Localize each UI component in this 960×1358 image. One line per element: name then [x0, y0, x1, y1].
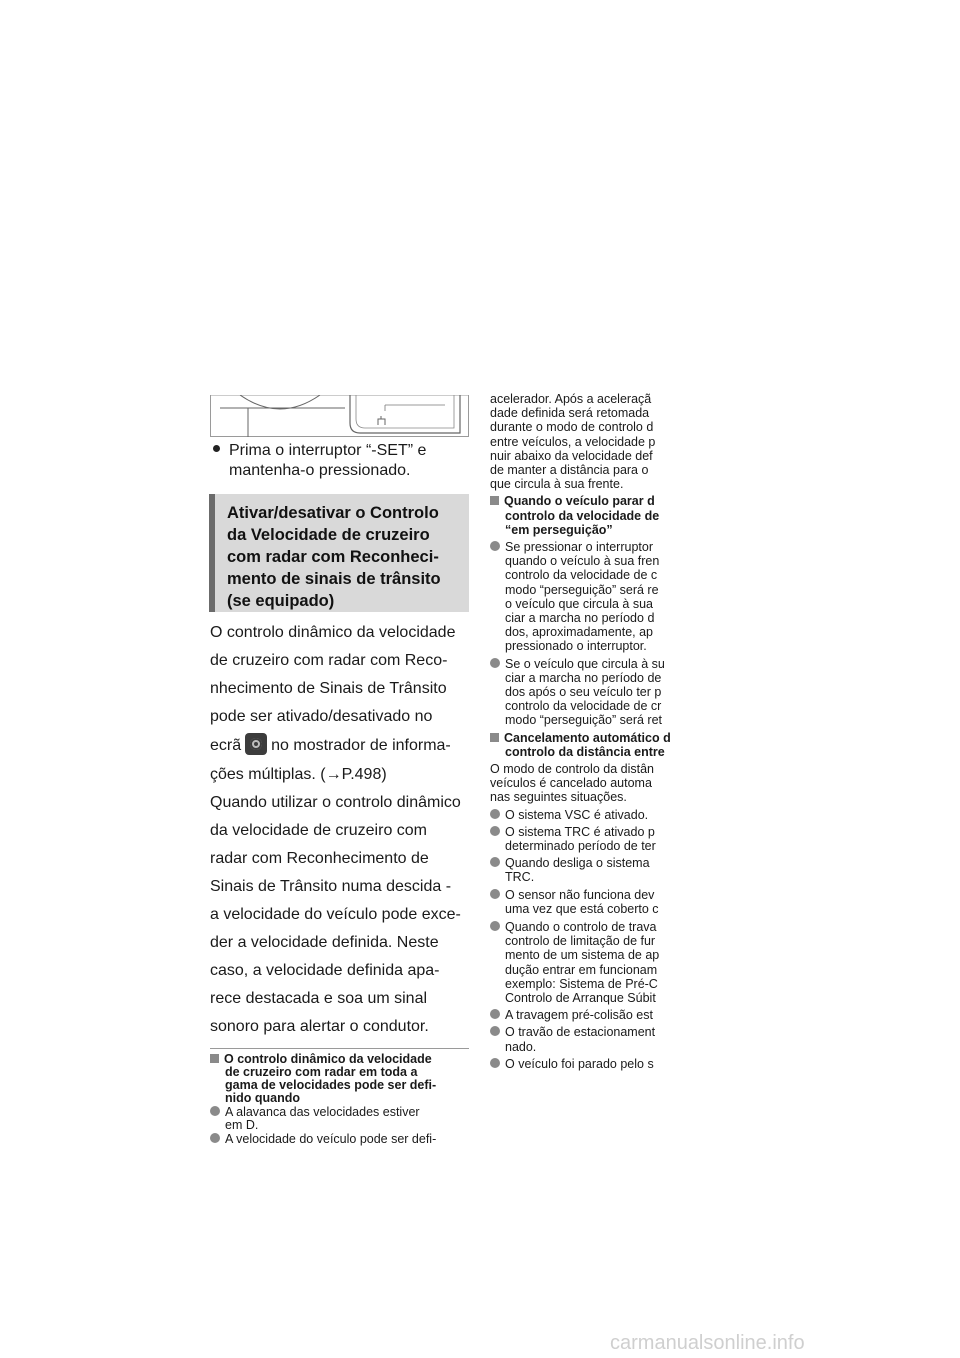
right-bullet-line [490, 978, 658, 991]
right-text-line [490, 436, 655, 449]
square-bullet-icon [490, 496, 499, 505]
right-text-line [490, 478, 623, 491]
body-text-line: da velocidade de cruzeiro com [210, 822, 428, 839]
note-item [210, 1133, 436, 1146]
instruction-bullet-cont [213, 460, 489, 482]
circle-bullet-icon [490, 921, 500, 931]
bullet-dot-icon [213, 445, 220, 452]
right-bullet-line [490, 1009, 653, 1022]
right-text: O veículo foi parado pelo s [505, 1056, 654, 1071]
right-bullet-line [490, 1058, 654, 1071]
body-text: ecrã [210, 737, 242, 755]
right-bullet-line [490, 541, 653, 554]
right-text: durante o modo de controlo d [490, 420, 654, 435]
right-heading-line [490, 510, 659, 523]
right-text: O sistema VSC é ativado. [505, 807, 649, 822]
right-text: Quando desliga o sistema [505, 856, 650, 871]
right-text: modo “perseguição” será ret [505, 713, 663, 728]
right-text: dução entrar em funcionam [505, 962, 658, 977]
body-text: no mostrador de informa- [271, 737, 451, 755]
right-bullet-line [490, 569, 657, 582]
note-heading-line: nido quando [225, 1091, 300, 1105]
page-reference: P.498) [341, 766, 387, 783]
right-bullet-line [490, 584, 659, 597]
note-item-text: A alavanca das velocidades estiver [225, 1105, 420, 1119]
right-heading-line [490, 746, 665, 759]
note-heading-text: O controlo dinâmico da velocidade [224, 1052, 432, 1066]
circle-bullet-icon [210, 1133, 220, 1143]
right-text-line [490, 464, 648, 477]
circle-bullet-icon [490, 857, 500, 867]
right-text: O modo de controlo da distân [490, 762, 654, 776]
right-text: O travão de estacionament [505, 1025, 656, 1040]
settings-gear-icon [245, 733, 267, 755]
right-bullet-line [490, 640, 647, 653]
right-bullet-line [490, 626, 653, 639]
right-bullet-line [490, 714, 662, 727]
body-text-line: de cruzeiro com radar com Reco- [210, 652, 448, 669]
circle-bullet-icon [490, 1009, 500, 1019]
body-text-line: nhecimento de Sinais de Trânsito [210, 680, 447, 697]
right-bullet-line [490, 857, 650, 870]
right-text: “em perseguição” [505, 522, 613, 537]
right-text: controlo da velocidade de [505, 508, 660, 523]
right-bullet-line [490, 826, 655, 839]
note-item-text: A velocidade do veículo pode ser defi- [225, 1132, 437, 1146]
right-text-line [490, 407, 649, 420]
body-text-line-ref [210, 765, 475, 785]
right-text: acelerador. Após a aceleraçã [490, 393, 652, 406]
circle-bullet-icon [490, 809, 500, 819]
body-text-line: pode ser ativado/desativado no [210, 708, 433, 725]
right-bullet-line [490, 871, 534, 884]
right-bullet-line [490, 598, 653, 611]
right-text: exemplo: Sistema de Pré-C [505, 976, 658, 991]
right-text: dade definida será retomada [490, 406, 650, 421]
circle-bullet-icon [210, 1106, 220, 1116]
right-text: nas seguintes situações. [490, 790, 627, 805]
right-text-line [490, 777, 652, 790]
section-divider [210, 1048, 469, 1049]
heading-line: da Velocidade de cruzeiro [227, 526, 430, 544]
right-text: uma vez que está coberto c [505, 901, 659, 916]
arrow-right-icon: → [325, 766, 342, 783]
circle-bullet-icon [490, 1026, 500, 1036]
circle-bullet-icon [490, 889, 500, 899]
right-bullet-line [490, 1041, 536, 1054]
watermark-text: carmanualsonline.info [610, 1332, 805, 1354]
right-bullet-line [490, 935, 655, 948]
right-text: veículos é cancelado automa [490, 776, 652, 791]
right-text: dos, aproximadamente, ap [505, 625, 654, 640]
right-text: Quando o controlo de trava [505, 920, 657, 934]
right-text: Se o veículo que circula à su [505, 656, 665, 671]
right-heading-line [490, 524, 613, 537]
square-bullet-icon [490, 733, 499, 742]
right-text: controlo da velocidade de c [505, 568, 658, 583]
right-text: Cancelamento automático d [504, 730, 671, 745]
body-text-line: Quando utilizar o controlo dinâmico [210, 794, 461, 811]
body-text-line-with-icon [210, 735, 475, 757]
right-text: Controlo de Arranque Súbit [505, 991, 656, 1005]
right-text: O sensor não funciona dev [505, 887, 655, 902]
right-text: pressionado o interruptor. [505, 639, 647, 654]
right-text: nado. [505, 1039, 537, 1054]
right-text: controlo da distância entre [505, 744, 665, 759]
body-text-line: caso, a velocidade definida apa- [210, 962, 440, 979]
right-text-line [490, 450, 653, 463]
right-bullet-line [490, 658, 665, 671]
right-bullet-line [490, 889, 654, 902]
circle-bullet-icon [490, 658, 500, 668]
section-heading [209, 494, 469, 612]
right-text: Quando o veículo parar d [504, 494, 655, 509]
right-text: quando o veículo à sua fren [505, 554, 660, 569]
body-text-line: rece destacada e soa um sinal [210, 990, 428, 1007]
right-text: controlo de limitação de fur [505, 934, 656, 949]
heading-line: (se equipado) [227, 592, 335, 610]
right-bullet-line [490, 555, 659, 568]
right-bullet-line [490, 840, 656, 853]
right-bullet-line [490, 964, 657, 977]
right-text: mento de um sistema de ap [505, 948, 660, 963]
right-text: modo “perseguição” será re [505, 582, 659, 597]
right-text: ciar a marcha no período de [505, 670, 662, 685]
instruction-bullet [213, 440, 473, 462]
illustration-fragment [210, 395, 469, 437]
square-bullet-icon [210, 1054, 219, 1063]
right-text: controlo da velocidade de cr [505, 699, 662, 714]
right-text: entre veículos, a velocidade p [490, 434, 656, 449]
note-item-text: em D. [225, 1118, 259, 1132]
right-text-line [490, 791, 627, 804]
right-text: dos após o seu veículo ter p [505, 685, 662, 699]
body-text-line: Sinais de Trânsito numa descida - [210, 878, 452, 895]
right-bullet-line [490, 921, 657, 934]
right-heading-line [490, 495, 655, 508]
circle-bullet-icon [490, 541, 500, 551]
right-bullet-line [490, 612, 654, 625]
right-bullet-line [490, 949, 659, 962]
right-text: de manter a distância para o [490, 463, 649, 477]
right-text: o veículo que circula à sua [505, 596, 654, 611]
heading-line: mento de sinais de trânsito [227, 570, 441, 588]
right-text: nuir abaixo da velocidade def [490, 448, 653, 463]
right-bullet-line [490, 992, 656, 1005]
heading-line: Ativar/desativar o Controlo [227, 504, 439, 522]
bullet-text-line: mantenha-o pressionado. [229, 462, 411, 479]
body-text-line: a velocidade do veículo pode exce- [210, 906, 461, 923]
right-bullet-line [490, 903, 659, 916]
right-text: A travagem pré-colisão est [505, 1008, 653, 1023]
right-text: O sistema TRC é ativado p [505, 824, 655, 839]
right-heading-line [490, 732, 671, 745]
circle-bullet-icon [490, 826, 500, 836]
right-bullet-line [490, 700, 661, 713]
body-text: ções múltiplas. ( [210, 766, 326, 783]
right-text-line [490, 421, 653, 434]
right-text: TRC. [505, 870, 535, 885]
body-text-line: radar com Reconhecimento de [210, 850, 429, 867]
right-column-clipped [490, 393, 680, 1123]
body-text-line: O controlo dinâmico da velocidade [210, 624, 456, 641]
body-text-line: der a velocidade definida. Neste [210, 934, 439, 951]
right-bullet-line [490, 686, 661, 699]
right-text: Se pressionar o interruptor [505, 540, 653, 554]
right-text: que circula à sua frente. [490, 477, 624, 492]
right-text-line [490, 763, 654, 776]
right-text: ciar a marcha no período d [505, 611, 655, 625]
right-bullet-line [490, 672, 661, 685]
bullet-text-line: Prima o interruptor “-SET” e [229, 442, 427, 459]
circle-bullet-icon [490, 1058, 500, 1068]
right-text: determinado período de ter [505, 839, 656, 853]
note-heading-line: de cruzeiro com radar em toda a [225, 1065, 418, 1079]
heading-line: com radar com Reconheci- [227, 548, 439, 566]
right-bullet-line [490, 1026, 655, 1039]
right-text-line [490, 393, 651, 406]
note-heading-line: gama de velocidades pode ser defi- [225, 1078, 437, 1092]
body-text-line: sonoro para alertar o condutor. [210, 1018, 429, 1035]
right-bullet-line [490, 809, 648, 822]
